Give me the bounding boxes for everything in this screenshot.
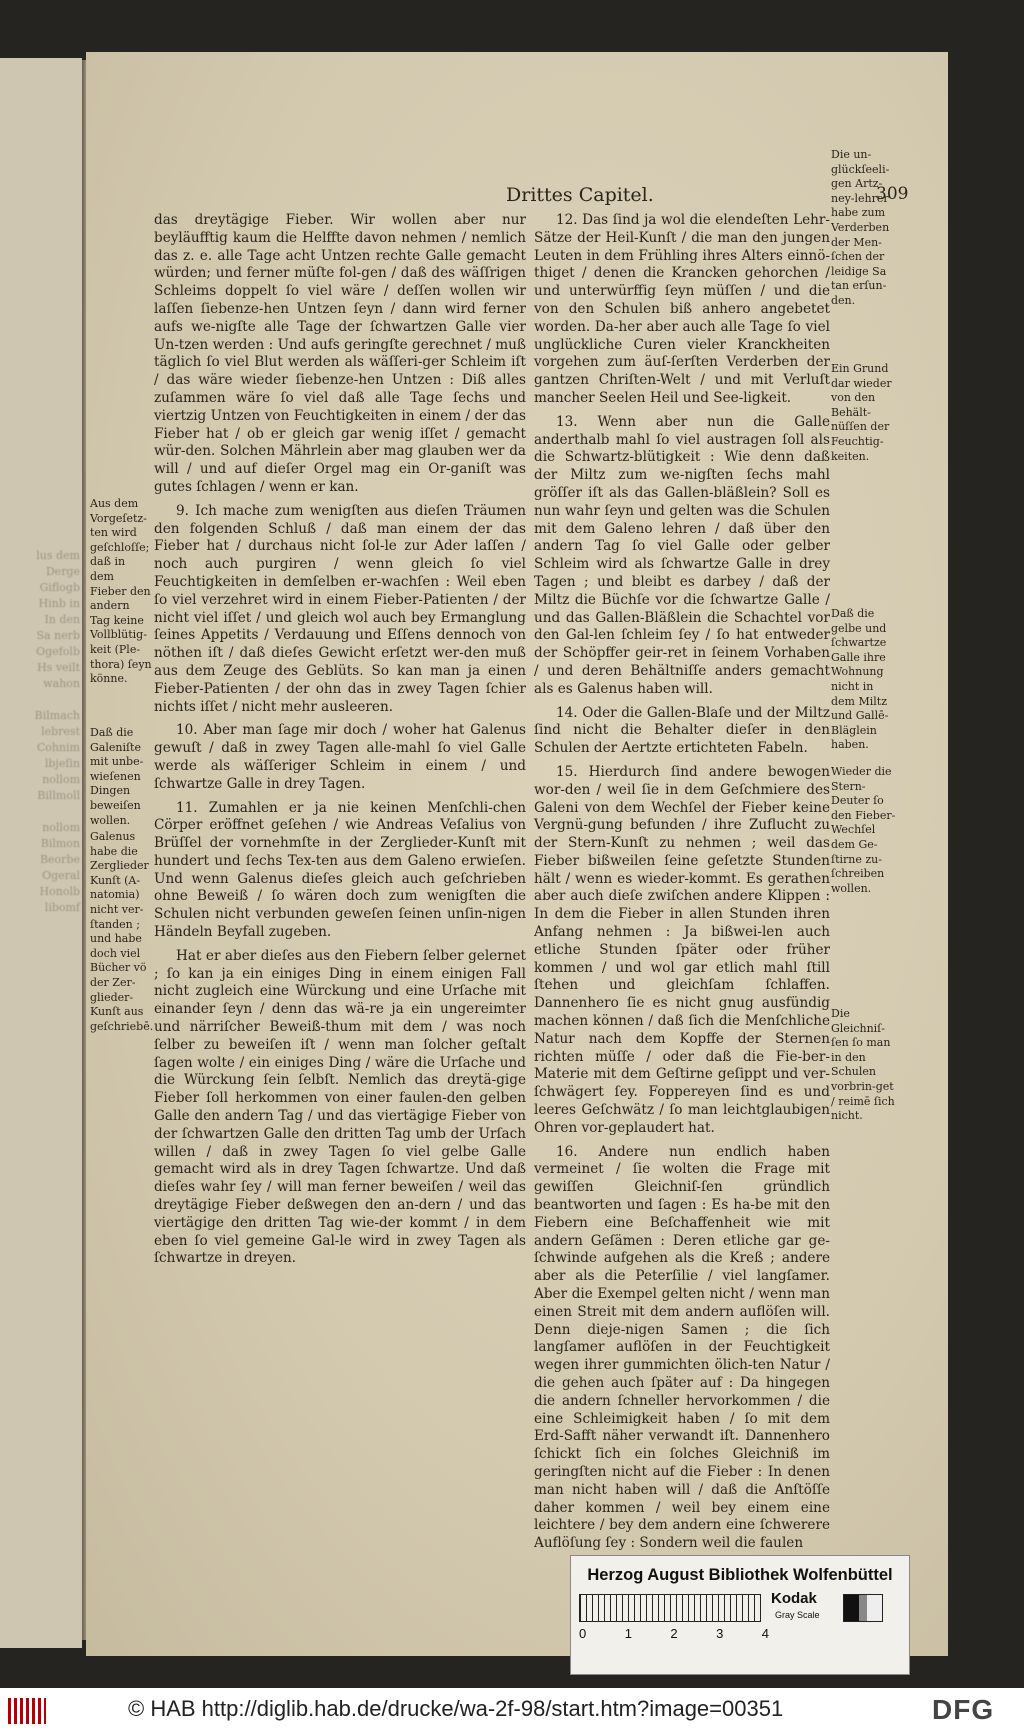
viewer-footer xyxy=(0,1688,1024,1732)
previous-page-bleed-text: lus dem Derge Giflogb Hinb in In den Sa nerb Ogefolb Hs veilt wahon Bilmach lebrest Cohnim lbjeſin nollom Billmoll nollom Bilmon Beorbe Ogeral Honolb libomf xyxy=(34,549,80,914)
paragraph: 12. Das ſind ja wol die elendeſten Lehr-Sätze der Heil-Kunſt / die man den jungen Leuten in dem Frühling ihres Alters einnö-thiget / denen die Krancken gehorchen / und unterwürffig ſeyn müſſen / und die von den Schulen biß anhero angebetet worden. Da-her aber auch alle Tage ſo viel unglückliche Curen vieler Kranckheiten vorgehen zum äuſ-ſerſten Verderben der gantzen Chriſten-Welt / und mit Verluſt mancher Seelen Heil und See-ligkeit. xyxy=(534,212,830,406)
book-page xyxy=(86,52,948,1656)
margin-note: Die un-glückſeeli-gen Artz-ney-lehrer habe zum Verderben der Men-ſchen der leidige Sa tan erſun-den. xyxy=(831,148,890,307)
margin-note: Ein Grund dar wieder von den Behält-nüſſen der Feuchtig-keiten. xyxy=(831,362,892,463)
margin-note: Wieder die Stern-Deuter ſo den Fieber-Wechſel dem Ge-ſtirne zu-ſchreiben wollen. xyxy=(831,765,896,895)
library-color-label xyxy=(570,1555,910,1675)
page-number: 309 xyxy=(876,184,909,204)
previous-page-edge xyxy=(0,58,82,1648)
hab-logo-icon xyxy=(8,1698,46,1724)
margin-note: Galenus habe die Zerglieder Kunſt (A-natomia) nicht ver-ſtanden ; und habe doch viel Bücher vö der Zer-glieder-Kunſt aus geſchriebē. xyxy=(90,830,154,1033)
gray-scale-label: Gray Scale xyxy=(775,1610,820,1620)
ruler-scale xyxy=(579,1594,761,1622)
paragraph: 9. Ich mache zum wenigſten aus dieſen Träumen den folgenden Schluß / daß man einem der das Fieber hat / durchaus nicht ſol-le zur Ader laſſen / noch auch purgiren / wenn gleich ſo viel Feuchtigkeiten in demſelben er-wachſen : Weil eben ſo viel verzehret wird in einem Fieber-Patienten / der nicht viel iſſet / und gleich wol auch bey Ermanglung ſeines Appetits / Verdauung und Eſſens dennoch von nöthen iſt / daß dieſes Gewicht erſetzt wer-den muß aus dem Zeuge des Geblüts. So kan man ja einen Fieber-Patienten / der ohn das in zwey Tagen ſchier nichts iſſet / nicht mehr ausleeren. xyxy=(154,502,526,715)
margin-note: Daß die gelbe und ſchwartze Galle ihre Wohnung nicht in dem Miltz und Gallē-Bläglein haben. xyxy=(831,607,889,752)
paragraph: 10. Aber man ſage mir doch / woher hat Galenus gewuſt / daß in zwey Tagen alle-mahl ſo viel Galle werde als wäſſeriger Schleim in einem / und ſchwartze Galle in drey Tagen. xyxy=(154,722,526,792)
paragraph: das dreytägige Fieber. Wir wollen aber nur beyläufftig kaum die Helffte davon nehmen / nemlich das z. e. alle Tage acht Untzen rechte Galle gemacht würden; und ferner müſte fol-gen / daß des wäſſrigen Schleims doppelt ſo viel wäre / deſſen wollen wir laſſen ſiebenze-hen Untzen ſeyn / dann wird ferner aufs we-nigſte alle Tage der ſchwartzen Galle vier Un-tzen werden : Und aufs geringſte gerechnet / muß täglich ſo viel Blut werden als wäſſeri-ger Schleim iſt / das wäre wieder ſiebenze-hen Untzen : Diß alles zuſammen wäre ſo viel daß alle Tage ſechs und viertzig Untzen von Feuchtigkeiten in einem / der das Fieber hat / ob er gleich gar wenig iſſet / gemacht wür-den. Solchen Mährlein aber mag glauben wer da will / und auf dieſer Orgel mag ein Or-ganiſt was gutes ſchlagen / wenn er kan. xyxy=(154,212,526,495)
margin-note: Die Gleichniſ-ſen ſo man in den Schulen vorbrin-get / reimē ſich nicht. xyxy=(831,1007,895,1123)
dfg-logo: DFG xyxy=(932,1694,995,1725)
library-name: Herzog August Bibliothek Wolfenbüttel xyxy=(587,1566,893,1584)
ruler-number: 0 xyxy=(579,1626,587,1641)
paragraph: 14. Oder die Gallen-Blaſe und der Miltz ſind nicht die Behalter dieſer in den Schulen der Aertzte ertichteten Fabeln. xyxy=(534,704,830,757)
ruler-number: 4 xyxy=(761,1626,769,1641)
gray-scale-swatch xyxy=(843,1594,883,1622)
running-title: Drittes Capitel. xyxy=(506,184,654,206)
paragraph: 11. Zumahlen er ja nie keinen Menſchli-chen Cörper eröffnet geſehen / wie Andreas Veſalius von Brüſſel der vornehmſte in der Zerglieder-Kunſt mit hundert und ſechs Tex-ten aus dem Galeno erwieſen. Und wenn Galenus dieſes gleich auch geſchrieben ohne Beweiß / ſo wären doch zum wenigſten die Schulen nicht verbunden geweſen ſeinen unſin-nigen Händeln Beyfall zugeben. xyxy=(154,799,526,941)
page-header xyxy=(86,184,948,208)
paragraph: 13. Wenn aber nun die Galle anderthalb mahl ſo viel austragen ſoll als die Schwartz-blütigkeit : Wie denn daß der Miltz zum we-nigſten ſechs mahl gröſſer iſt als das Gallen-bläßlein? Soll es nun wahr ſeyn und gelten was die Schulen mit dem Galeno lehren / daß über den andern Tag ſo viel Galle oder gelber Schleim wird als ſchwartze Galle in drey Tagen ; und bleibt es darbey / daß der Miltz die Büchſe vor die ſchwartze Galle / und das Gallen-Bläßlein die Schachtel vor den Gal-len ſchleim ſey / ſo hat entweder der Schöpffer geir-ret in ſeinem Vorhaben / und deren Behältniſſe anders gemacht als es Galenus haben will. xyxy=(534,413,830,697)
margin-note: Aus dem Vorgeſetz-ten wird geſchloſſe; daß in dem Fieber den andern Tag keine Vollblütig-keit (Ple-thora) ſeyn könne. xyxy=(90,497,152,686)
margin-note: Daß die Galeniſte mit unbe-wieſenen Dingen beweiſen wollen. xyxy=(90,726,144,827)
ruler-number: 3 xyxy=(716,1626,724,1641)
paragraph: 16. Andere nun endlich haben vermeinet / ſie wolten die Frage mit gewiſſen Gleichniſ-ſen gründlich beantworten und ſagen : Es ha-be mit den Fiebern eine Beſchaffenheit wie mit andern Geſämen : Deren etliche gar ge-ſchwinde aufgehen als die Kreß ; andere aber als die Peterſilie / viel langſamer. Aber die Exempel gelten nicht / wenn man einen Streit mit dem andern auflöſen will. Denn dieje-nigen Samen ; die ſich langſamer auflöſen in der Feuchtigkeit wegen ihrer gummichten ölich-ten Natur / die gehen auch ſpäter auf : Da hingegen die andern ſchneller hervorkommen / die eine Schleimigkeit haben / ſo mit dem Erd-Safft näher verwandt iſt. Dannenhero ſchickt ſich ein ſolches Gleichniß im geringſten nicht auf die Fieber : In denen man nicht haben will / daß die Anſtöſſe daher kommen / weil bey einem eine leichtere / bey dem andern eine ſchwerere Auflöſung ſey : Sondern weil die faulen xyxy=(534,1143,830,1552)
paragraph: 15. Hierdurch ſind andere bewogen wor-den / weil ſie in dem Geſchmiere des Galeni von dem Wechſel der Fieber keine Vergnü-gung befunden / ihre Zuflucht zu der Stern-Kunſt zu nehmen ; weil das Fieber bißweilen ſeine geſetzte Stunden hält / wenn es wieder-kommt. Es gerathen aber auch dieſe zwiſchen andere Klippen : In dem die Fieber in allen Stunden ihren Anfang nehmen : Ja bißwei-len auch etliche Stunden ſpäter oder früher kommen / und wol gar etlich mahl ſtill ſtehen und gleichſam ſchlaffen. Dannenhero ſie es nicht gnug ausfündig machen können / daß ſich die Menſchliche Natur nach dem Kopffe der Sternen richten müſſe / oder daß die Fie-ber-Materie mit dem Geſtirne geſippt und ver-ſchwägert ſey. Foppereyen ſind es und leeres Geſchwätz / ſo man leichtglaubigen Ohren vor-geplaudert hat. xyxy=(534,763,830,1136)
ruler-number: 1 xyxy=(624,1626,632,1641)
right-text-column xyxy=(534,212,830,1559)
left-text-column xyxy=(154,212,526,1274)
source-credit-link[interactable]: © HAB http://diglib.hab.de/drucke/wa-2f-98/start.htm?image=00351 xyxy=(128,1696,784,1721)
kodak-logo: Kodak xyxy=(771,1590,817,1607)
ruler-numbers xyxy=(579,1626,769,1641)
paragraph: Hat er aber dieſes aus den Fiebern ſelber gelernet ; ſo kan ja ein einiges Ding in einem einigen Fall nicht zugleich eine Würckung und eine Urſache mit einander ſeyn / denn das wä-re ja ein ungereimter und närriſcher Beweiß-thum mit dem / was noch ſelber zu beweiſen iſt / wenn man ſolcher geſtalt ſagen wolte / ein einiges Ding / wäre die Urſache und die Würckung ſein ſelbſt. Nemlich das dreytä-gige Fieber ſoll herkommen von einer faulen-den gelben Galle den andern Tag / und das viertägige Fieber von der ſchwartzen Galle den dritten Tag umb der Urſach willen / daß in zwey Tagen ſo viel gelbe Galle gemacht wird als in drey Tagen ſchwartze. Und daß dieſes wahr ſey / will man ferner beweiſen / weil das dreytägige Fieber deßwegen den an-dern / und das viertägige den dritten Tag wie-der kommt / in dem eben ſo viel gemeine Gal-le wird in zwey Tagen als ſchwartze in dreyen. xyxy=(154,947,526,1267)
ruler-number: 2 xyxy=(670,1626,678,1641)
